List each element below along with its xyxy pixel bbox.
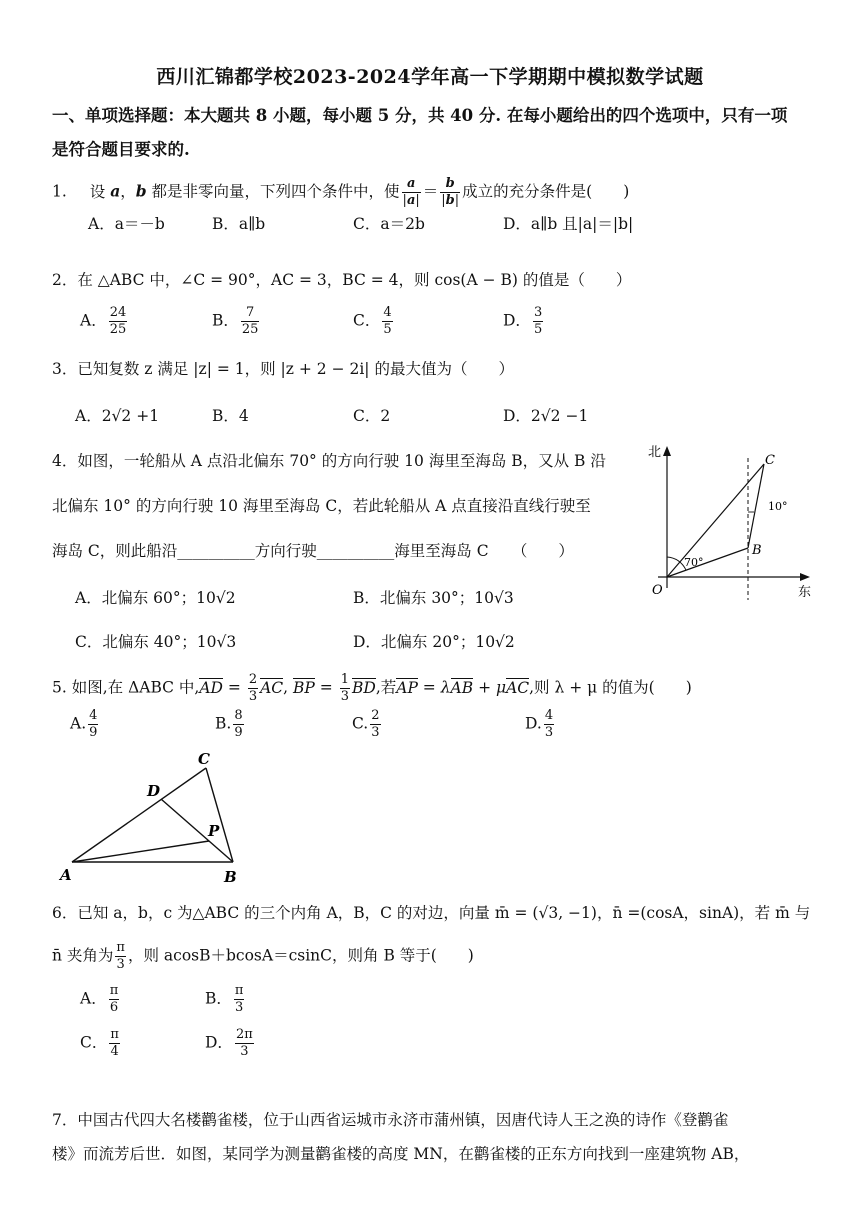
east-label: 东 [798, 585, 812, 600]
q6-option-b[interactable]: B． $\frac{\pi}{3}$ [205, 983, 244, 1015]
question-3: 3．已知复数 z 满足 |z| = 1，则 |z + 2 − 2i| 的最大值为（ ） [52, 360, 514, 378]
q5-option-c[interactable]: C. $\frac{2}{3}$ [352, 708, 380, 740]
segment-bc [748, 464, 764, 548]
q1-fraction-a: $\frac{a}{|a|}$ [402, 176, 420, 208]
question-2: 2．在 △ABC 中，∠C = 90°，AC = 3，BC = 4，则 cos(A − B) 的值是（ ） [52, 271, 632, 289]
q3-option-c[interactable]: C．2 [353, 407, 391, 425]
page-title: 西川汇锦都学校2023-2024学年高一下学期期中模拟数学试题 [156, 66, 704, 88]
point-b-label: B [752, 543, 762, 558]
point-c-label: C [765, 453, 775, 468]
question-7-line2: 楼》而流芳后世．如图，某同学为测量鹳雀楼的高度 MN，在鹳雀楼的正东方向找到一座建筑物 AB， [52, 1145, 750, 1163]
q4-option-c[interactable]: C．北偏东 40°；10√3 [75, 633, 237, 651]
q5-option-b[interactable]: B. $\frac{8}{9}$ [215, 708, 243, 740]
label-b: B [224, 868, 237, 885]
q5-option-d[interactable]: D. $\frac{4}{3}$ [525, 708, 554, 740]
q3-option-d[interactable]: D．2√2 −1 [503, 407, 589, 425]
q5-option-a[interactable]: A. $\frac{4}{9}$ [70, 708, 98, 740]
question-6-line2: n̄ 夹角为 $\frac{\pi}{3}$ ，则 acosB＋bcosA＝csinC，则角 B 等于( ) [52, 940, 474, 972]
angle-10-label: 10° [768, 500, 788, 513]
q1-fraction-b: $\frac{b}{|b|}$ [441, 176, 460, 208]
question-1: 1. 设 a，b 都是非零向量，下列四个条件中，使 $\frac{a}{|a|}$ ＝ $\frac{b}{|b|}$ 成立的充分条件是( ) [52, 176, 630, 208]
q3-option-b[interactable]: B．4 [212, 407, 249, 425]
label-c: C [198, 750, 210, 768]
angle-70-label: 70° [684, 556, 704, 569]
segment-cb [206, 768, 233, 862]
question-4-line2: 北偏东 10° 的方向行驶 10 海里至海岛 C，若此轮船从 A 点直接沿直线行驶至 [52, 497, 591, 515]
q5-triangle-figure [58, 750, 248, 885]
q2-option-a[interactable]: A． $\frac{24}{25}$ [80, 305, 127, 337]
question-6-line1: 6．已知 a，b，c 为△ABC 的三个内角 A，B，C 的对边，向量 m̄ = (√3, −1)，n̄ =(cosA，sinA)，若 m̄ 与 [52, 904, 811, 922]
q1-text-a: 设 [89, 182, 106, 201]
q6-option-a[interactable]: A． $\frac{\pi}{6}$ [80, 983, 119, 1015]
east-arrow-icon [800, 573, 810, 581]
q1-option-c[interactable]: C．a＝2b [353, 215, 425, 233]
question-4-line1: 4．如图，一轮船从 A 点沿北偏东 70° 的方向行驶 10 海里至海岛 B，又从 B 沿 [52, 452, 606, 470]
label-a: A [60, 866, 72, 884]
q4-option-b[interactable]: B．北偏东 30°；10√3 [353, 589, 514, 607]
q2-option-c[interactable]: C． $\frac{4}{5}$ [353, 305, 392, 337]
origin-label: O [652, 583, 663, 598]
segment-db [161, 799, 233, 862]
question-7-line1: 7．中国古代四大名楼鹳雀楼，位于山西省运城市永济市蒲州镇，因唐代诗人王之涣的诗作《登鹳雀 [52, 1111, 729, 1129]
q4-navigation-figure [640, 440, 820, 605]
q1-option-b[interactable]: B．a∥b [212, 215, 266, 233]
north-label: 北 [648, 445, 662, 460]
section-heading-cont: 是符合题目要求的. [52, 140, 190, 159]
label-d: D [147, 782, 161, 800]
north-arrow-icon [663, 446, 671, 456]
segment-ap [72, 841, 209, 862]
q4-option-a[interactable]: A．北偏东 60°；10√2 [75, 589, 236, 607]
q6-option-d[interactable]: D． $\frac{2\pi}{3}$ [205, 1027, 253, 1059]
q1-text-c: 成立的充分条件是( ) [462, 182, 630, 201]
question-5: 5. 如图,在 ΔABC 中,AD = $\frac{2}{3}$ AC, BP = $\frac{1}{3}$ BD,若AP = λAB + μAC,则 λ + μ 的值为( ) [52, 672, 692, 704]
section-heading: 一、单项选择题：本大题共 8 小题，每小题 5 分，共 40 分. 在每小题给出的四个选项中，只有一项 [52, 106, 788, 125]
q6-option-c[interactable]: C． $\frac{\pi}{4}$ [80, 1027, 119, 1059]
segment-ac [72, 768, 206, 862]
question-number: 1. [52, 182, 67, 201]
q4-option-d[interactable]: D．北偏东 20°；10√2 [353, 633, 515, 651]
q3-option-a[interactable]: A．2√2 +1 [75, 407, 160, 425]
label-p: P [208, 822, 220, 840]
q2-option-d[interactable]: D． $\frac{3}{5}$ [503, 305, 543, 337]
q2-option-b[interactable]: B． $\frac{7}{25}$ [212, 305, 259, 337]
q1-text-b: 都是非零向量，下列四个条件中，使 [151, 182, 400, 201]
q1-option-d[interactable]: D．a∥b 且|a|＝|b| [503, 215, 634, 233]
q1-option-a[interactable]: A．a＝－b [88, 215, 165, 233]
question-4-line3: 海岛 C，则此船沿__________方向行驶__________海里至海岛 C （ ） [52, 542, 574, 560]
